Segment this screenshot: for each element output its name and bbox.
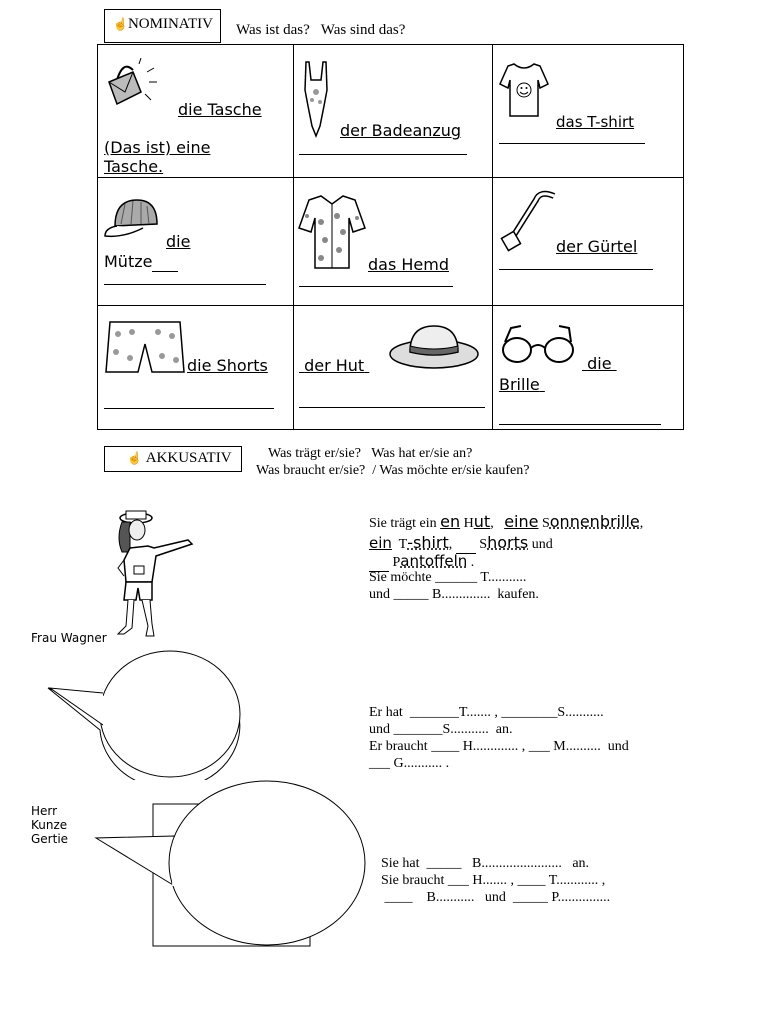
names-herr-kunze-gertie: Herr Kunze Gertie <box>31 804 69 846</box>
nominativ-question: Was ist das? Was sind das? <box>236 22 406 38</box>
cap-icon <box>103 194 163 244</box>
word-das-hemd: das Hemd <box>368 255 449 274</box>
answer-line <box>104 284 266 285</box>
word-der-guertel: der Gürtel <box>556 237 638 256</box>
frau-wagner-line-2: ein T-shirt, Shorts und <box>369 533 553 552</box>
answer-line <box>499 269 653 270</box>
herr-kunze-line-3: Er braucht ____ H............. , ___ M.......... und <box>369 739 629 754</box>
word-die-brille-2: Brille <box>499 375 540 394</box>
akkusativ-question-2: Was braucht er/sie? / Was möchte er/sie kaufen? <box>256 463 530 478</box>
answer-line <box>104 408 274 409</box>
frau-wagner-line-3: Pantoffeln . <box>369 552 474 572</box>
herr-kunze-line-4: ___ G........... . <box>369 756 450 771</box>
bag-icon <box>105 58 160 108</box>
word-die-muetze-1: die <box>166 232 191 251</box>
tshirt-icon <box>498 60 550 120</box>
frau-wagner-line-5: und _____ B.............. kaufen. <box>369 587 539 602</box>
word-das-tshirt: das T-shirt <box>556 113 635 131</box>
answer-line <box>499 143 645 144</box>
frau-wagner-line-4: Sie möchte ______ T........... <box>369 570 527 585</box>
word-der-hut: der Hut <box>304 356 365 375</box>
herr-kunze-line-2: und _______S........... an. <box>369 722 513 737</box>
belt-icon <box>500 190 560 252</box>
example-eine-tasche: (Das ist) eine Tasche. <box>104 138 211 176</box>
name-frau-wagner: Frau Wagner <box>31 631 107 645</box>
answer-line <box>499 424 661 425</box>
akkusativ-label: AKKUSATIV <box>145 450 232 466</box>
nominativ-label-box <box>104 9 221 43</box>
word-die-muetze-2: Mütze <box>104 252 178 272</box>
hat-icon <box>388 318 480 370</box>
word-die-tasche: die Tasche <box>178 100 262 119</box>
speech-bubble <box>46 650 246 780</box>
pointing-hand-icon: ☝ <box>127 451 142 465</box>
word-die-shorts: die Shorts <box>187 356 268 375</box>
speech-bubble-frame <box>94 776 374 951</box>
answer-line <box>299 154 467 155</box>
word-der-badeanzug: der Badeanzug <box>340 121 462 140</box>
answer-line <box>299 407 485 408</box>
pointing-hand-icon: ☝ <box>113 17 128 31</box>
shirt-icon <box>297 192 367 272</box>
gertie-line-2: Sie braucht ___ H....... , ____ T............ , <box>381 873 606 888</box>
gertie-line-1: Sie hat _____ B....................... an. <box>381 856 590 871</box>
answer-line <box>299 286 453 287</box>
nominativ-label: NOMINATIV <box>127 16 213 32</box>
frau-wagner-line-1: Sie trägt ein en Hut, eine Sonnenbrille, <box>369 512 644 531</box>
glasses-icon <box>499 322 579 368</box>
shorts-icon <box>104 318 186 376</box>
word-die-brille-1: die <box>587 354 612 373</box>
woman-figure-icon <box>108 508 200 640</box>
herr-kunze-line-1: Er hat _______T....... , ________S........... <box>369 705 604 720</box>
akkusativ-label-box <box>104 446 242 472</box>
gertie-line-3: ____ B........... und _____ P............... <box>381 890 611 905</box>
akkusativ-question-1: Was trägt er/sie? Was hat er/sie an? <box>268 446 473 461</box>
swimsuit-icon <box>300 60 332 140</box>
